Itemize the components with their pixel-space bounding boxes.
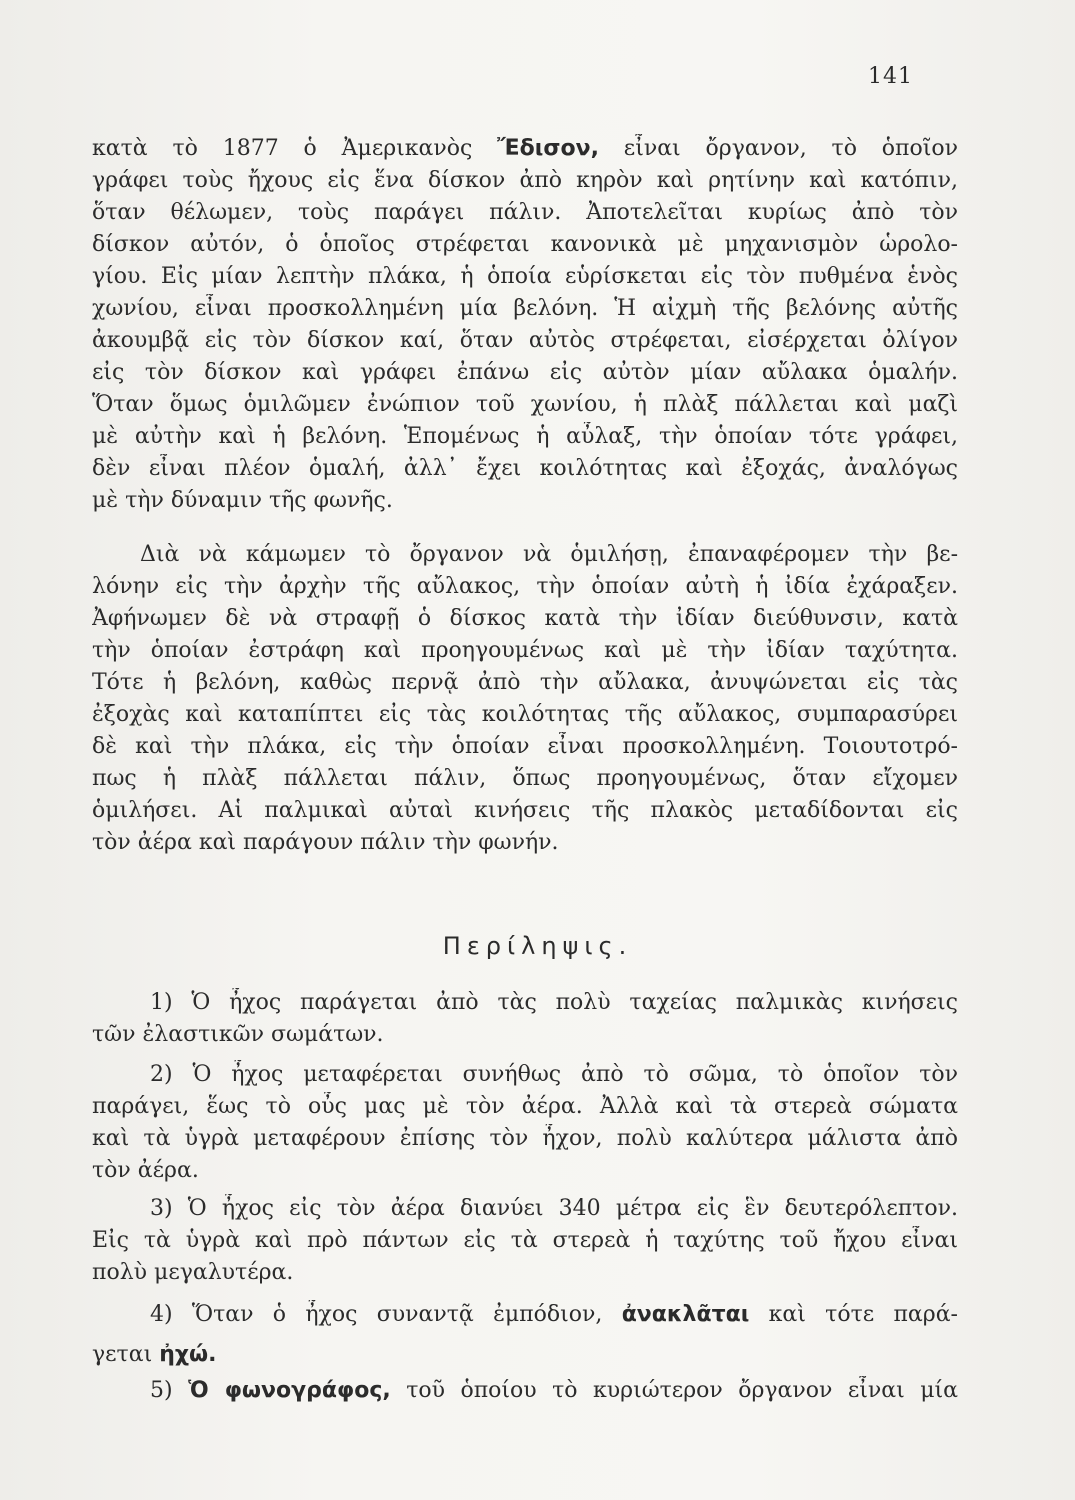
summary-item-1: 1) Ὁ ἦχος παράγεται ἀπὸ τὰς πολὺ ταχείας παλμικὰς κινήσεις xyxy=(150,990,958,1015)
text-line: λόνην εἰς τὴν ἀρχὴν τῆς αὔλακος, τὴν ὁποίαν αὐτὴ ἡ ἰδία ἐχάραξεν. xyxy=(92,574,958,599)
text-line: ἐξοχὰς καὶ καταπίπτει εἰς τὰς κοιλότητας τῆς αὔλακος, συμπαρασύρει xyxy=(92,702,958,727)
text-line: ἀκουμβᾷ εἰς τὸν δίσκον καί, ὅταν αὐτὸς στρέφεται, εἰσέρχεται ὀλίγον xyxy=(92,328,958,353)
text-line: Εἰς τὰ ὑγρὰ καὶ πρὸ πάντων εἰς τὰ στερεὰ ἡ ταχύτης τοῦ ἤχου εἶναι xyxy=(92,1228,958,1253)
page-number: 141 xyxy=(868,64,913,89)
text-line: Διὰ νὰ κάμωμεν τὸ ὄργανον νὰ ὁμιλήσῃ, ἐπαναφέρομεν τὴν βε- xyxy=(140,542,958,567)
text-line: Ἀφήνωμεν δὲ νὰ στραφῇ ὁ δίσκος κατὰ τὴν ἰδίαν διεύθυνσιν, κατὰ xyxy=(92,606,958,631)
text-line: πως ἡ πλὰξ πάλλεται πάλιν, ὅπως προηγουμένως, ὅταν εἴχομεν xyxy=(92,766,958,791)
summary-item-3: 3) Ὁ ἦχος εἰς τὸν ἀέρα διανύει 340 μέτρα εἰς ἓν δευτερόλεπτον. xyxy=(150,1196,958,1221)
text-line: κατὰ τὸ 1877 ὁ Ἀμερικανὸς Ἔδισον, εἶναι ὄργανον, τὸ ὁποῖον xyxy=(92,136,958,161)
text-line: δίσκον αὐτόν, ὁ ὁποῖος στρέφεται κανονικὰ μὲ μηχανισμὸν ὡρολο- xyxy=(92,232,958,257)
bold-term-echo: ἠχώ. xyxy=(159,1342,217,1367)
summary-item-4: 4) Ὅταν ὁ ἦχος συναντᾷ ἐμπόδιον, ἀνακλᾶται καὶ τότε παρά- xyxy=(150,1302,958,1327)
text-line: χωνίου, εἶναι προσκολλημένη μία βελόνη. Ἡ αἰχμὴ τῆς βελόνης αὐτῆς xyxy=(92,296,958,321)
summary-item-2: 2) Ὁ ἦχος μεταφέρεται συνήθως ἀπὸ τὸ σῶμα, τὸ ὁποῖον τὸν xyxy=(150,1062,958,1087)
text-line: τὸν ἀέρα καὶ παράγουν πάλιν τὴν φωνήν. xyxy=(92,830,559,855)
bold-term-phonograph: Ὁ φωνογράφος, xyxy=(188,1378,391,1403)
bold-name-edison: Ἔδισον, xyxy=(497,136,599,161)
text-line: μὲ τὴν δύναμιν τῆς φωνῆς. xyxy=(92,488,393,513)
text-line: ὅταν θέλωμεν, τοὺς παράγει πάλιν. Ἀποτελεῖται κυρίως ἀπὸ τὸν xyxy=(92,200,958,225)
text-line: γράφει τοὺς ἤχους εἰς ἕνα δίσκον ἀπὸ κηρὸν καὶ ρητίνην καὶ κατόπιν, xyxy=(92,168,958,193)
text-line: παράγει, ἕως τὸ οὖς μας μὲ τὸν ἀέρα. Ἀλλὰ καὶ τὰ στερεὰ σώματα xyxy=(92,1094,958,1119)
text-line: τὸν ἀέρα. xyxy=(92,1158,199,1183)
text-line: Τότε ἡ βελόνη, καθὼς περνᾷ ἀπὸ τὴν αὔλακα, ἀνυψώνεται εἰς τὰς xyxy=(92,670,958,695)
text-line: εἰς τὸν δίσκον καὶ γράφει ἐπάνω εἰς αὐτὸν μίαν αὔλακα ὁμαλήν. xyxy=(92,360,958,385)
text-line: τῶν ἐλαστικῶν σωμάτων. xyxy=(92,1022,384,1047)
text-line: γεται ἠχώ. xyxy=(92,1342,217,1367)
text-line: τὴν ὁποίαν ἐστράφη καὶ προηγουμένως καὶ μὲ τὴν ἰδίαν ταχύτητα. xyxy=(92,638,958,663)
summary-heading: Περίληψις. xyxy=(442,932,633,960)
text-line: δὲν εἶναι πλέον ὁμαλή, ἀλλ᾽ ἔχει κοιλότητας καὶ ἐξοχάς, ἀναλόγως xyxy=(92,456,958,481)
text-line: καὶ τὰ ὑγρὰ μεταφέρουν ἐπίσης τὸν ἦχον, πολὺ καλύτερα μάλιστα ἀπὸ xyxy=(92,1126,958,1151)
text-line: δὲ καὶ τὴν πλάκα, εἰς τὴν ὁποίαν εἶναι προσκολλημένη. Τοιουτοτρό- xyxy=(92,734,958,759)
text-line: μὲ αὐτὴν καὶ ἡ βελόνη. Ἑπομένως ἡ αὖλαξ, τὴν ὁποίαν τότε γράφει, xyxy=(92,424,958,449)
text-line: Ὅταν ὅμως ὁμιλῶμεν ἐνώπιον τοῦ χωνίου, ἡ πλὰξ πάλλεται καὶ μαζὶ xyxy=(92,392,958,417)
text-line: γίου. Εἰς μίαν λεπτὴν πλάκα, ἡ ὁποία εὑρίσκεται εἰς τὸν πυθμένα ἑνὸς xyxy=(92,264,958,289)
bold-term-reflects: ἀνακλᾶται xyxy=(621,1302,750,1327)
summary-item-5: 5) Ὁ φωνογράφος, τοῦ ὁποίου τὸ κυριώτερον ὄργανον εἶναι μία xyxy=(150,1378,958,1403)
text-line: πολὺ μεγαλυτέρα. xyxy=(92,1260,294,1285)
text-line: ὁμιλήσει. Αἱ παλμικαὶ αὐταὶ κινήσεις τῆς πλακὸς μεταδίδονται εἰς xyxy=(92,798,958,823)
